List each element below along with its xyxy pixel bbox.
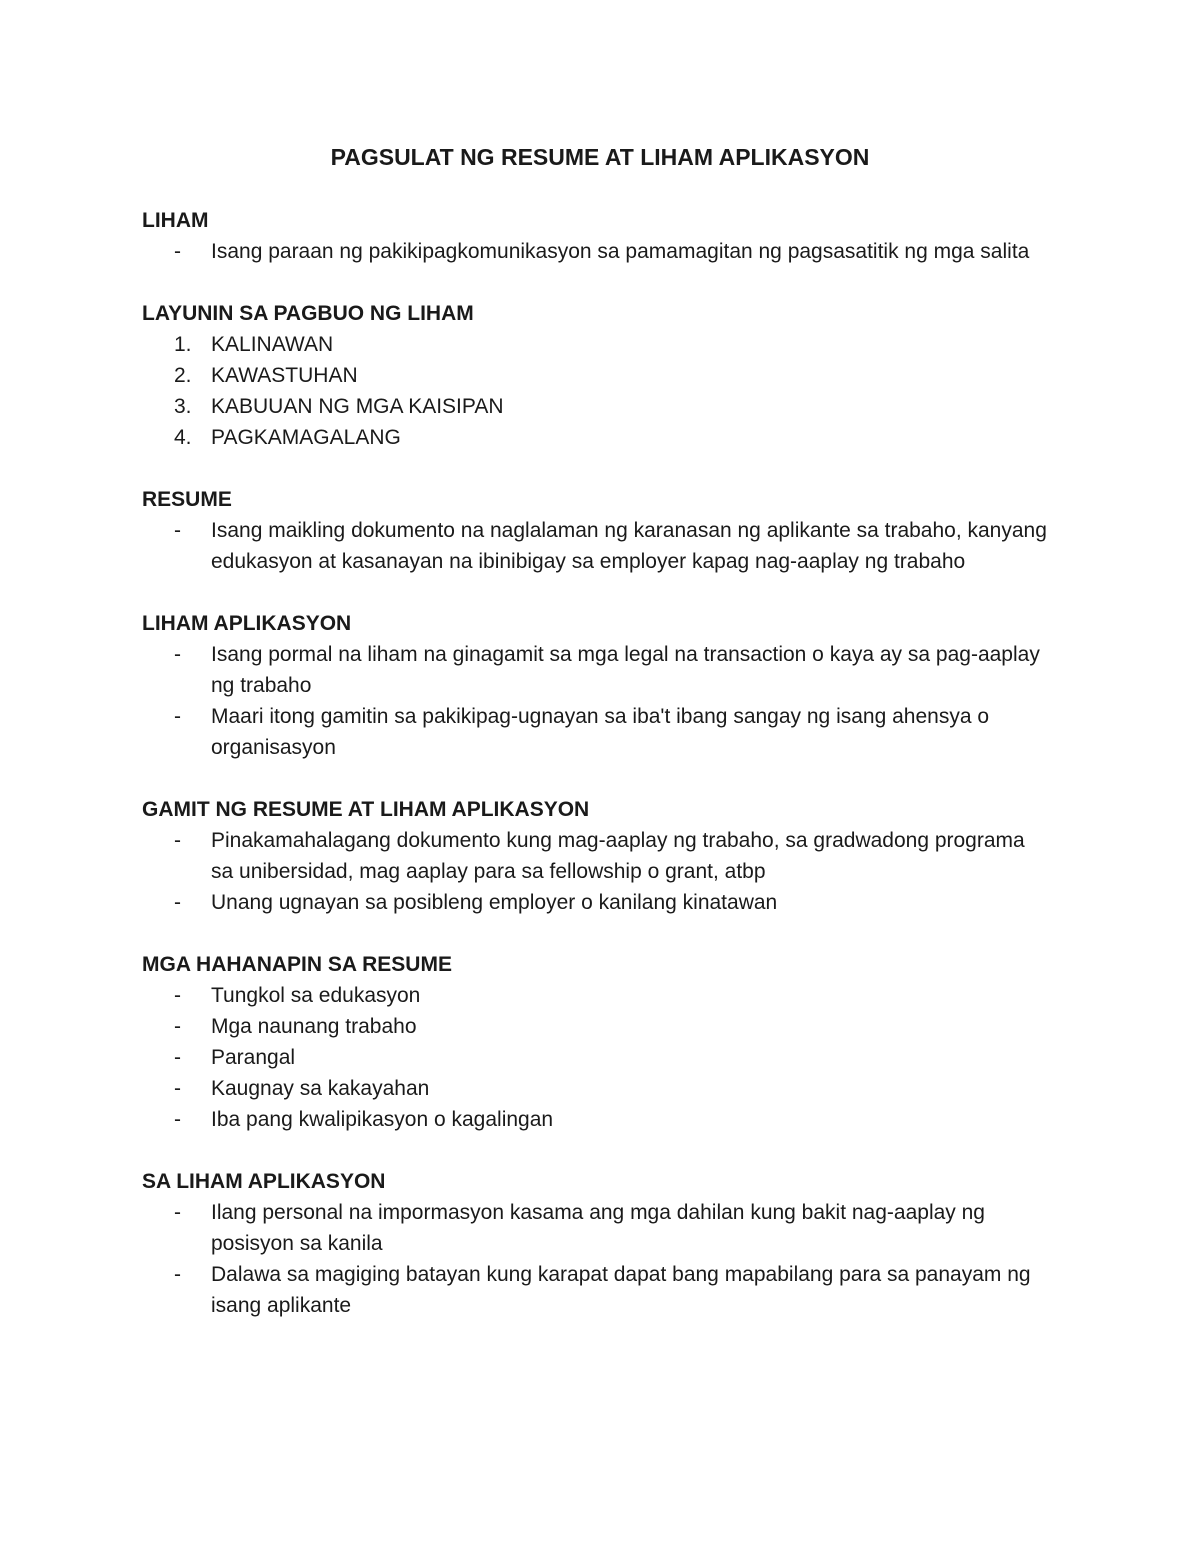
numbered-list [142,329,1072,453]
section-liham [142,205,1072,267]
list-item-text: KABUUAN NG MGA KAISIPAN [211,395,504,418]
dash-bullet: - [174,643,181,666]
dash-bullet: - [174,1046,181,1069]
dash-bullet: - [174,705,181,728]
list-item-text: KAWASTUHAN [211,364,358,387]
section-heading: SA LIHAM APLIKASYON [142,1170,386,1193]
list-item [142,422,1072,453]
section-heading: LAYUNIN SA PAGBUO NG LIHAM [142,302,474,325]
list-item [142,236,1072,267]
list-item [142,887,1072,918]
list-item-text: Parangal [211,1046,296,1069]
document-body [142,205,1072,1352]
list-number: 2. [174,364,192,387]
bullet-list [142,236,1072,267]
dash-bullet: - [174,1201,181,1224]
bullet-list [142,825,1072,918]
dash-bullet: - [174,829,181,852]
list-item [142,1259,1072,1321]
dash-bullet: - [174,984,181,1007]
page-title: PAGSULAT NG RESUME AT LIHAM APLIKASYON [330,144,870,170]
section-gamit [142,794,1072,918]
list-number: 4. [174,426,192,449]
list-item-text: Maari itong gamitin sa pakikipag-ugnayan sa iba't ibang sangay ng isang ahensya o organisasyon [211,705,990,759]
section-resume [142,484,1072,577]
list-number: 3. [174,395,192,418]
list-item [142,1073,1072,1104]
dash-bullet: - [174,1108,181,1131]
list-item-text: Isang maikling dokumento na naglalaman ng karanasan ng aplikante sa trabaho, kanyang edukasyon at kasanayan na ibinibigay sa employer kapag nag-aaplay ng trabaho [211,519,1047,573]
list-item-text: Kaugnay sa kakayahan [211,1077,430,1100]
section-sa-liham-aplikasyon [142,1166,1072,1321]
list-item-text: KALINAWAN [211,333,334,356]
list-item [142,1104,1072,1135]
bullet-list [142,639,1072,763]
section-heading: LIHAM [142,209,209,232]
list-item-text: Mga naunang trabaho [211,1015,417,1038]
section-liham-aplikasyon [142,608,1072,763]
dash-bullet: - [174,1015,181,1038]
list-item [142,825,1072,887]
list-item-text: Dalawa sa magiging batayan kung karapat dapat bang mapabilang para sa panayam ng isang aplikante [211,1263,1031,1317]
dash-bullet: - [174,1077,181,1100]
list-item-text: Tungkol sa edukasyon [211,984,421,1007]
dash-bullet: - [174,240,181,263]
list-item [142,1011,1072,1042]
list-item [142,360,1072,391]
section-mga-hahanapin [142,949,1072,1135]
list-item [142,980,1072,1011]
list-item-text: Isang paraan ng pakikipagkomunikasyon sa pamamagitan ng pagsasatitik ng mga salita [211,240,1030,263]
dash-bullet: - [174,519,181,542]
list-item [142,1042,1072,1073]
section-heading: LIHAM APLIKASYON [142,612,352,635]
bullet-list [142,515,1072,577]
list-item-text: Unang ugnayan sa posibleng employer o kanilang kinatawan [211,891,778,914]
list-item-text: PAGKAMAGALANG [211,426,401,449]
list-number: 1. [174,333,192,356]
list-item-text: Ilang personal na impormasyon kasama ang mga dahilan kung bakit nag-aaplay ng posisyon sa kanila [211,1201,985,1255]
bullet-list [142,980,1072,1135]
dash-bullet: - [174,891,181,914]
list-item-text: Isang pormal na liham na ginagamit sa mga legal na transaction o kaya ay sa pag-aaplay ng trabaho [211,643,1040,697]
list-item [142,1197,1072,1259]
list-item [142,391,1072,422]
list-item [142,701,1072,763]
list-item [142,639,1072,701]
list-item-text: Pinakamahalagang dokumento kung mag-aaplay ng trabaho, sa gradwadong programa sa unibersidad, mag aaplay para sa fellowship o grant, atbp [211,829,1025,883]
section-heading: MGA HAHANAPIN SA RESUME [142,953,452,976]
dash-bullet: - [174,1263,181,1286]
bullet-list [142,1197,1072,1321]
section-heading: RESUME [142,488,232,511]
list-item [142,329,1072,360]
list-item [142,515,1072,577]
section-layunin [142,298,1072,453]
section-heading: GAMIT NG RESUME AT LIHAM APLIKASYON [142,798,590,821]
list-item-text: Iba pang kwalipikasyon o kagalingan [211,1108,554,1131]
